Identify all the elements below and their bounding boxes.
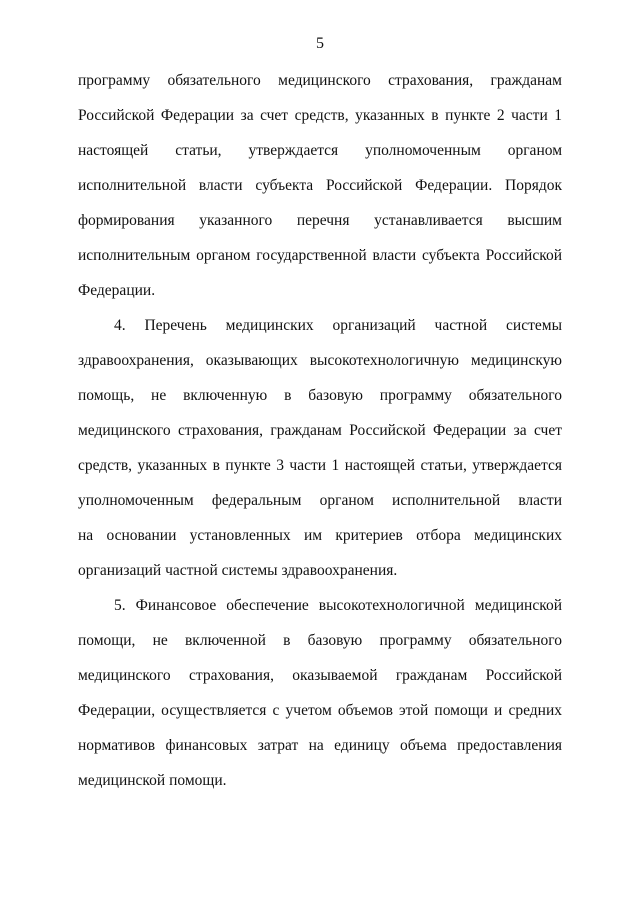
- page-number: 5: [316, 35, 324, 52]
- text-line: исполнительным органом государственной власти субъекта Российской: [78, 247, 562, 264]
- paragraph: [78, 70, 562, 315]
- text-line: Российской Федерации за счет средств, указанных в пункте 2 части 1: [78, 107, 562, 124]
- text-line: на основании установленных им критериев отбора медицинских: [78, 527, 562, 544]
- text-line: уполномоченным федеральным органом исполнительной власти: [78, 492, 562, 509]
- text-line: 5. Финансовое обеспечение высокотехнологичной медицинской: [114, 597, 562, 614]
- text-line: средств, указанных в пункте 3 части 1 настоящей статьи, утверждается: [78, 457, 562, 474]
- text-line: исполнительной власти субъекта Российской Федерации. Порядок: [78, 177, 562, 194]
- document-body: [78, 70, 562, 805]
- text-line: настоящей статьи, утверждается уполномоченным органом: [78, 142, 562, 159]
- text-line: помощь, не включенную в базовую программу обязательного: [78, 387, 562, 404]
- text-line: здравоохранения, оказывающих высокотехнологичную медицинскую: [78, 352, 562, 369]
- text-line: программу обязательного медицинского страхования, гражданам: [78, 72, 562, 89]
- text-line: медицинского страхования, гражданам Российской Федерации за счет: [78, 422, 562, 439]
- text-line: Федерации, осуществляется с учетом объемов этой помощи и средних: [78, 702, 562, 719]
- text-line: медицинского страхования, оказываемой гражданам Российской: [78, 667, 562, 684]
- text-line: формирования указанного перечня устанавливается высшим: [78, 212, 562, 229]
- text-line: нормативов финансовых затрат на единицу объема предоставления: [78, 737, 562, 754]
- text-line: медицинской помощи.: [78, 772, 227, 789]
- text-line: организаций частной системы здравоохранения.: [78, 562, 398, 579]
- text-line: 4. Перечень медицинских организаций частной системы: [114, 317, 562, 334]
- paragraph: [78, 595, 562, 805]
- text-line: помощи, не включенной в базовую программу обязательного: [78, 632, 562, 649]
- paragraph: [78, 315, 562, 595]
- text-line: Федерации.: [78, 282, 156, 299]
